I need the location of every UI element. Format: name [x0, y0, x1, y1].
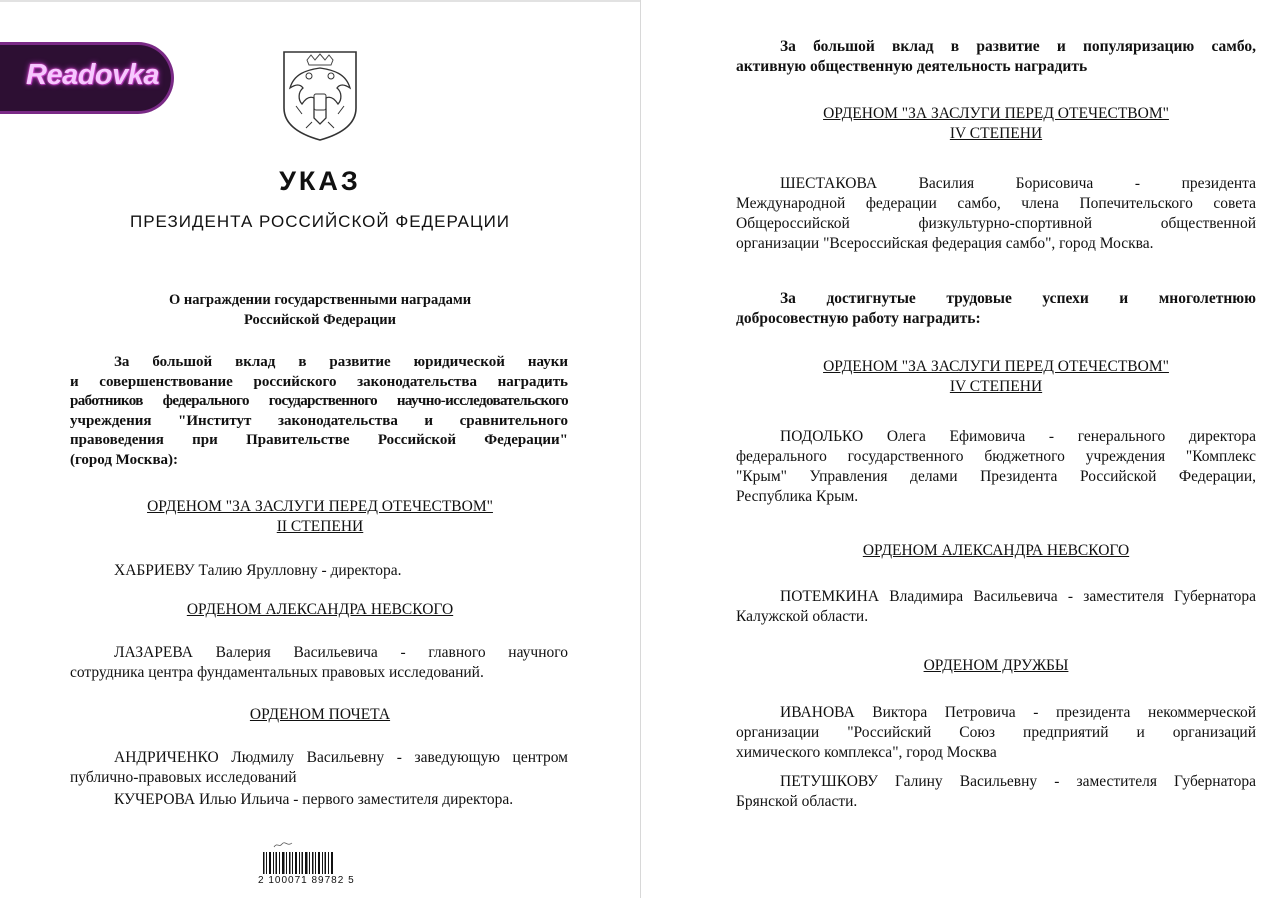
preamble-line: активную общественную деятельность наградить: [736, 58, 1088, 75]
preamble-paragraph: [70, 353, 568, 471]
awardee-line: ПОДОЛЬКО Олега Ефимовича - генерального директора: [780, 428, 1256, 445]
award-heading-fatherland-iv-2: [771, 357, 1221, 397]
award-title: ОРДЕНОМ ПОЧЕТА: [249, 706, 391, 723]
award-heading-nevsky: [100, 600, 540, 620]
awardee-line: сотрудника центра фундаментальных правовых исследований.: [70, 664, 484, 681]
awardee-line: Брянской области.: [736, 793, 858, 810]
preamble-line: и совершенствование российского законодательства наградить: [70, 373, 568, 390]
preamble-line: работников федерального государственного научно-исследовательского: [70, 393, 568, 410]
award-title: ОРДЕНОМ АЛЕКСАНДРА НЕВСКОГО: [862, 542, 1130, 559]
preamble-line: правоведения при Правительстве Российской Федерации": [70, 432, 568, 449]
award-degree: IV СТЕПЕНИ: [949, 378, 1043, 395]
logo-text: Readovka: [26, 59, 160, 91]
barcode-icon: [263, 852, 333, 874]
decree-title: УКАЗ: [279, 166, 361, 196]
heading-line: Российской Федерации: [243, 312, 396, 328]
signature-mark-icon: [273, 841, 293, 849]
page-edge-divider: [0, 0, 640, 2]
award-heading-honor: [100, 705, 540, 725]
awardee-line: Общероссийской физкультурно-спортивной общественной: [736, 215, 1256, 232]
award-heading-fatherland-ii: [100, 497, 540, 537]
awardee-ivanov: [736, 703, 1256, 763]
awardee-line: организации "Всероссийская федерация самбо", город Москва.: [736, 235, 1154, 252]
awardee-line: публично-правовых исследований: [70, 769, 297, 786]
award-heading-fatherland-iv-1: [771, 104, 1221, 144]
preamble-line: (город Москва):: [70, 451, 179, 468]
right-page: [641, 0, 1280, 898]
awardee-line: Республика Крым.: [736, 488, 859, 505]
preamble-labor: [736, 289, 1256, 329]
award-degree: II СТЕПЕНИ: [276, 518, 364, 535]
awardee-lazarev: [70, 643, 568, 683]
awardee-petushkova: [736, 772, 1256, 812]
awardee-kucherov: КУЧЕРОВА Илью Ильича - первого заместителя директора.: [114, 791, 514, 808]
preamble-line: учреждения "Институт законодательства и сравнительного: [70, 412, 568, 429]
award-degree: IV СТЕПЕНИ: [949, 125, 1043, 142]
coat-of-arms-icon: [276, 48, 364, 142]
awardee-andrichenko: [70, 748, 568, 788]
heading-line: О награждении государственными наградами: [168, 292, 472, 308]
decree-subtitle: ПРЕЗИДЕНТА РОССИЙСКОЙ ФЕДЕРАЦИИ: [129, 212, 511, 231]
award-heading-friendship: [771, 656, 1221, 676]
awardee-line: ПЕТУШКОВУ Галину Васильевну - заместителя Губернатора: [780, 773, 1256, 790]
awardee-shestakov: [736, 174, 1256, 254]
awardee-line: ПОТЕМКИНА Владимира Васильевича - заместителя Губернатора: [780, 588, 1256, 605]
awardee-line: ШЕСТАКОВА Василия Борисовича - президента: [780, 175, 1256, 192]
awardee-podolko: [736, 427, 1256, 507]
awardee-khabrieva: ХАБРИЕВУ Талию Ярулловну - директора.: [114, 562, 402, 579]
awardee-line: "Крым" Управления делами Президента Российской Федерации,: [736, 468, 1256, 485]
awardee-line: организации "Российский Союз предприятий и организаций: [736, 724, 1256, 741]
awardee-line: Калужской области.: [736, 608, 869, 625]
awardee-line: ИВАНОВА Виктора Петровича - президента некоммерческой: [780, 704, 1256, 721]
awardee-line: ЛАЗАРЕВА Валерия Васильевича - главного научного: [114, 644, 568, 661]
award-title: ОРДЕНОМ ДРУЖБЫ: [923, 657, 1069, 674]
awardee-line: федерального государственного бюджетного учреждения "Комплекс: [736, 448, 1256, 465]
readovka-logo: [0, 42, 174, 114]
preamble-sambo: [736, 37, 1256, 77]
award-title: ОРДЕНОМ АЛЕКСАНДРА НЕВСКОГО: [186, 601, 454, 618]
decree-heading: [120, 290, 520, 330]
preamble-line: За большой вклад в развитие и популяризацию самбо,: [780, 38, 1256, 55]
preamble-line: добросовестную работу наградить:: [736, 310, 981, 327]
preamble-line: За достигнутые трудовые успехи и многолетнюю: [780, 290, 1256, 307]
awardee-line: АНДРИЧЕНКО Людмилу Васильевну - заведующую центром: [114, 749, 568, 766]
awardee-line: химического комплекса", город Москва: [736, 744, 997, 761]
barcode-number: 2 100071 89782 5: [258, 875, 355, 886]
preamble-line: За большой вклад в развитие юридической науки: [114, 354, 568, 370]
award-title: ОРДЕНОМ "ЗА ЗАСЛУГИ ПЕРЕД ОТЕЧЕСТВОМ": [823, 105, 1169, 122]
awardee-line: Международной федерации самбо, члена Попечительского совета: [736, 195, 1256, 212]
awardee-potemkin: [736, 587, 1256, 627]
award-title: ОРДЕНОМ "ЗА ЗАСЛУГИ ПЕРЕД ОТЕЧЕСТВОМ": [147, 498, 493, 515]
award-title: ОРДЕНОМ "ЗА ЗАСЛУГИ ПЕРЕД ОТЕЧЕСТВОМ": [823, 358, 1169, 375]
award-heading-nevsky-right: [771, 541, 1221, 561]
